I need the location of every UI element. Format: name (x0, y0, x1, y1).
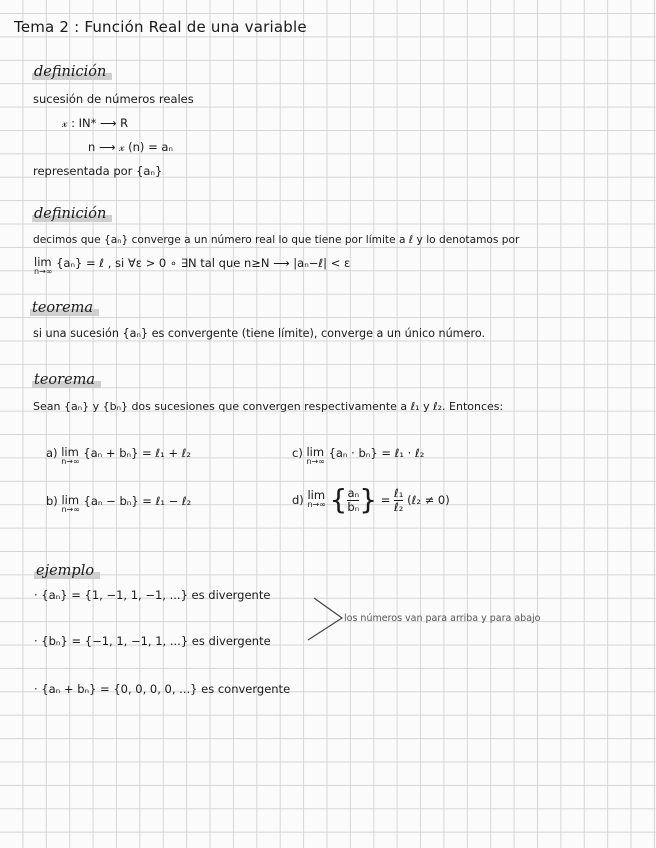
mapping-line-2: n ⟶ 𝓍 (n) = aₙ (88, 140, 173, 154)
definition-1-representation: representada por {aₙ} (33, 164, 163, 178)
definition-1-text: sucesión de números reales (33, 92, 194, 106)
definition-heading-2: definición (32, 206, 112, 222)
example-item-1: · {aₙ} = {1, −1, 1, −1, ...} es divergente (34, 588, 271, 602)
bracket-arrow (304, 596, 348, 642)
limit-definition (34, 256, 350, 278)
example-item-2: · {bₙ} = {−1, 1, −1, 1, ...} es divergente (34, 634, 271, 648)
example-note: los números van para arriba y para abajo (344, 613, 541, 624)
property-a: a) lim n→∞ {aₙ + bₙ} = ℓ₁ + ℓ₂ (46, 445, 192, 466)
definition-heading-1: definición (32, 64, 112, 80)
limit-condition: {aₙ} = ℓ , si ∀ε > 0 ∘ ∃N tal que n≥N ⟶ |aₙ−ℓ| < ε (56, 256, 351, 270)
example-item-3: · {aₙ + bₙ} = {0, 0, 0, 0, ...} es convergente (34, 682, 291, 696)
property-c: c) lim n→∞ {aₙ · bₙ} = ℓ₁ · ℓ₂ (292, 445, 425, 466)
limit-operator: lim n→∞ (34, 255, 53, 276)
property-b: b) lim n→∞ {aₙ − bₙ} = ℓ₁ − ℓ₂ (46, 493, 192, 514)
theorem-heading-2: teorema (32, 372, 101, 388)
theorem-1-text: si una sucesión {aₙ} es convergente (tiene límite), converge a un único número. (33, 327, 486, 340)
page-title: Tema 2 : Función Real de una variable (14, 18, 307, 36)
property-d: d) lim n→∞ {$\frac{\text{aₙ}}{\text{bₙ}}$ } = $\frac{\text{ℓ₁}}{\text{ℓ₂}}$ (ℓ₂ ≠ 0) (292, 483, 450, 516)
definition-2-text: decimos que {aₙ} converge a un número real lo que tiene por límite a ℓ y lo denotamos por (33, 234, 520, 246)
theorem-2-text: Sean {aₙ} y {bₙ} dos sucesiones que convergen respectivamente a ℓ₁ y ℓ₂. Entonces: (33, 400, 504, 413)
mapping-line-1: 𝓍 : IN* ⟶ R (62, 116, 129, 130)
theorem-heading-1: teorema (30, 300, 99, 316)
example-heading: ejemplo (34, 563, 100, 579)
